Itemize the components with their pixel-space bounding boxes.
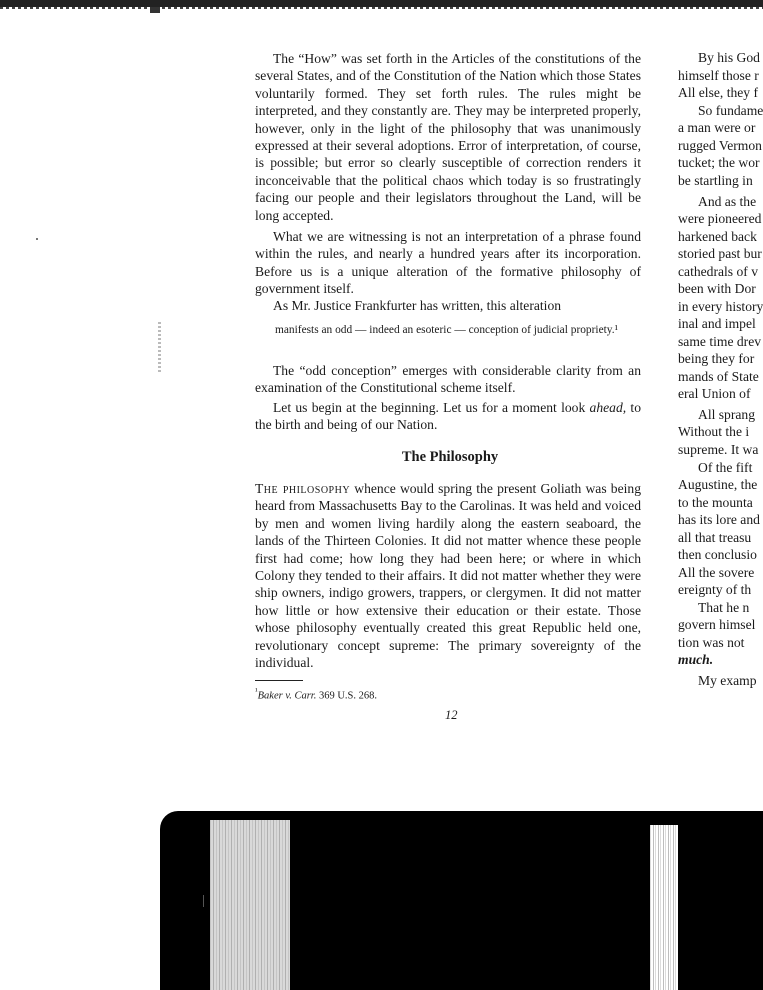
right-line: inal and impel	[678, 316, 756, 331]
left-page	[255, 0, 645, 760]
right-line: much.	[678, 652, 714, 667]
right-line: So fundame	[698, 103, 763, 118]
right-line: rugged Vermon	[678, 138, 762, 153]
right-line: govern himsel	[678, 617, 756, 632]
footnote	[255, 683, 377, 705]
lets-begin-tail: to the birth and being of our Nation.	[255, 400, 641, 433]
right-line: has its lore and	[678, 512, 760, 527]
section-body: whence would spring the present Goliath was being heard from Massachusetts Bay to the Carolinas. It was held and voiced by men and women living hardily along the eastern seaboard, the lands of the Thirteen Colonies. It did not matter whence these people first had come; how long they had been here; or where in which Colony they tended to their affairs. It did not matter whether they were ship owners, indigo growers, trappers, or clergymen. It did not matter how little or how extensive their education or their estate. Those whose philosophy eventually created this great Republic held one, revolutionary concept supreme: The primary sovereignty of the individual.	[255, 481, 641, 671]
right-line: All the sovere	[678, 565, 755, 580]
right-line: then conclusio	[678, 547, 757, 562]
section-lead: The philosophy	[255, 481, 351, 496]
paragraph-frankfurter: As Mr. Justice Frankfurter has written, this alteration	[273, 298, 562, 313]
right-line: Without the i	[678, 424, 750, 439]
top-border-nub	[150, 7, 160, 13]
right-line: eral Union of	[678, 386, 751, 401]
right-line: were pioneered	[678, 211, 762, 226]
section-heading: The Philosophy	[401, 449, 499, 465]
right-line: tucket; the wor	[678, 155, 760, 170]
scanner-edge-left	[210, 820, 290, 990]
paragraph-philosophy	[255, 480, 641, 671]
footnote-rule	[255, 680, 303, 681]
right-line: same time drev	[678, 334, 762, 349]
right-line: That he n	[698, 600, 750, 615]
scan-noise-mark	[158, 320, 161, 372]
right-line: supreme. It wa	[678, 442, 759, 457]
right-line: to the mounta	[678, 495, 753, 510]
right-line: storied past bur	[678, 246, 762, 261]
paragraph-witnessing: What we are witnessing is not an interpretation of a phrase found within the rules, and nearly a hundred years after its incorporation. Before us is a unique alteration of the formative philosophy of government itself.	[255, 229, 641, 297]
right-line: all that treasu	[678, 530, 752, 545]
right-line: By his God	[698, 50, 760, 65]
page-number: 12	[445, 708, 458, 722]
right-line: And as the	[698, 194, 757, 209]
right-line: harkened back	[678, 229, 757, 244]
scan-tick	[203, 895, 204, 907]
scanner-edge-right	[650, 825, 678, 990]
right-line: being they for	[678, 351, 755, 366]
right-line: been with Dor	[678, 281, 756, 296]
right-line: in every history	[678, 299, 763, 314]
footnote-case: Baker v. Carr.	[257, 690, 317, 702]
footnote-mark: ¹	[255, 686, 258, 696]
paragraph-odd-conception: The “odd conception” emerges with considerable clarity from an examination of the Constitutional scheme itself.	[255, 363, 641, 396]
right-line: Of the fift	[698, 460, 753, 475]
right-line: himself those r	[678, 68, 759, 83]
paragraph-lets-begin	[255, 399, 641, 434]
right-line: be startling in	[678, 173, 753, 188]
right-line: ereignty of th	[678, 582, 752, 597]
scan-speck	[36, 238, 38, 240]
right-line: All else, they f	[678, 85, 759, 100]
block-quote: manifests an odd — indeed an esoteric — conception of judicial propriety.¹	[275, 324, 619, 336]
lets-begin-text: Let us begin at the beginning. Let us for a moment look	[273, 400, 590, 415]
footnote-cite: 369 U.S. 268.	[316, 690, 378, 702]
right-line: All sprang	[698, 407, 756, 422]
right-line: cathedrals of v	[678, 264, 759, 279]
right-line: Augustine, the	[678, 477, 758, 492]
ahead-emphasis: ahead,	[589, 400, 627, 415]
right-line: mands of State	[678, 369, 759, 384]
paragraph-how: The “How” was set forth in the Articles of the constitutions of the several States, and of the Constitution of the Nation which those States voluntarily formed. They set forth rules. The rules might be interpreted, and they constantly are. They may be interpreted properly, however, only in the light of the philosophy that was unanimously expressed at their several adoptions. Error of interpretation, of course, is possible; but error so clearly susceptible of correction renders it inconceivable that the political chaos which today is so frustratingly facing our people and their legislators throughout the Land, will be long accepted.	[255, 51, 641, 223]
right-line: tion was not	[678, 635, 745, 650]
right-line: My examp	[698, 673, 757, 688]
right-page-cropped	[678, 0, 763, 760]
right-line: a man were or	[678, 120, 756, 135]
